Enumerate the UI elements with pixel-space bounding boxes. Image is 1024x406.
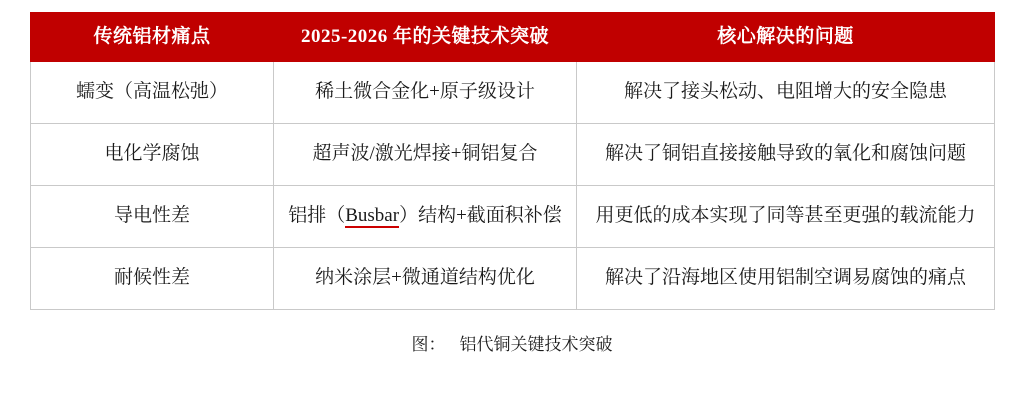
table-row [31,61,995,123]
cell-breakthrough-text-tail: 合 [518,143,538,165]
table-header [31,13,995,62]
cell-breakthrough-text-tail: 计 [515,81,535,103]
cell-pain-point: 电化学腐蚀 [31,123,274,185]
cell-breakthrough-term-busbar: Busbar [345,205,400,227]
figure-caption-text: 铝代铜关键技术突破 [459,334,613,354]
cell-pain-point: 耐候性差 [31,247,274,309]
cell-solution: 解决了铜铝直接接触导致的氧化和腐蚀问题 [577,123,995,185]
column-header-pain-point: 传统铝材痛点 [31,13,274,62]
cell-pain-point: 导电性差 [31,185,274,247]
cell-breakthrough-text: 铝排（ [288,205,346,227]
cell-breakthrough-text: 超声波/激光焊接+铜铝复 [312,143,519,165]
cell-breakthrough [274,185,577,247]
table-row [31,123,995,185]
figure-caption-label: 图： [411,334,446,354]
cell-breakthrough [274,61,577,123]
cell-breakthrough [274,247,577,309]
table-body [31,61,995,309]
cell-solution: 用更低的成本实现了同等甚至更强的载流能力 [577,185,995,247]
cell-solution: 解决了沿海地区使用铝制空调易腐蚀的痛点 [577,247,995,309]
cell-breakthrough [274,123,577,185]
tech-breakthrough-table [30,12,995,310]
cell-solution: 解决了接头松动、电阻增大的安全隐患 [577,61,995,123]
column-header-solution: 核心解决的问题 [577,13,995,62]
cell-breakthrough-text: 稀土微合金化+原子级设 [315,81,516,103]
table-row [31,247,995,309]
figure-caption [30,330,994,355]
table-row [31,185,995,247]
cell-breakthrough-text-tail: 化 [515,267,535,289]
cell-breakthrough-text-tail: ）结构+截面积补偿 [399,205,562,227]
cell-breakthrough-text: 纳米涂层+微通道结构优 [315,267,516,289]
column-header-breakthrough: 2025-2026 年的关键技术突破 [274,13,577,62]
table-header-row [31,13,995,62]
cell-pain-point: 蠕变（高温松弛） [31,61,274,123]
